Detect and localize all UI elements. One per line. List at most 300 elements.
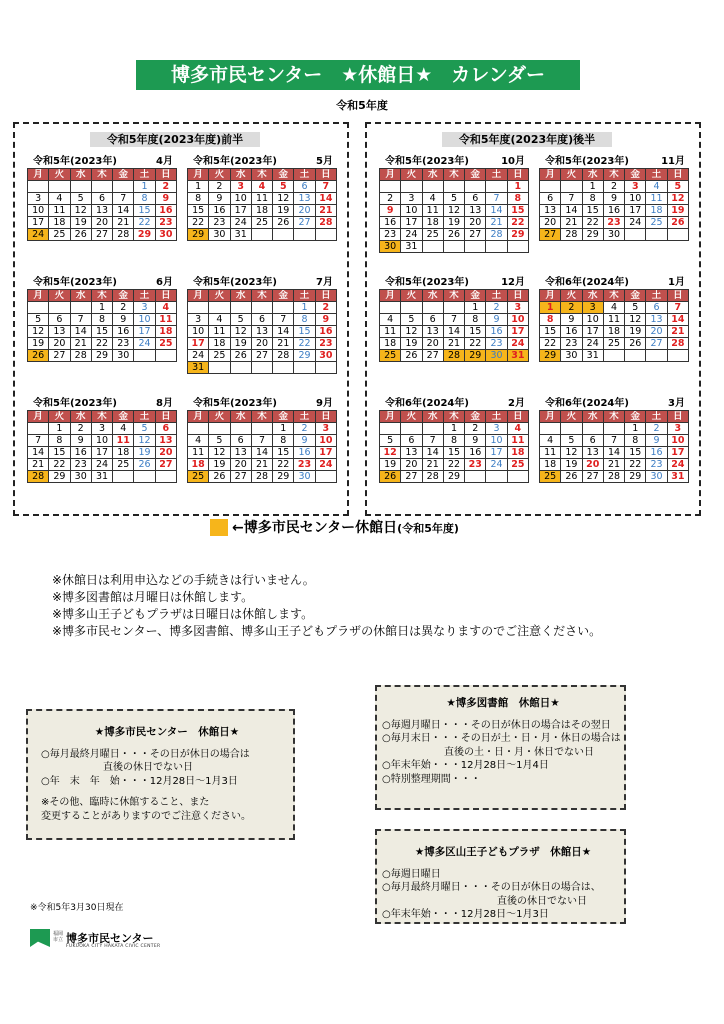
day-cell: 1: [443, 423, 464, 435]
week-row: [28, 471, 177, 483]
day-cell: 15: [273, 447, 294, 459]
day-cell: 1: [134, 181, 155, 193]
week-row: [380, 338, 529, 350]
week-row: [188, 217, 337, 229]
day-cell: [315, 229, 336, 241]
day-cell: 28: [28, 471, 49, 483]
day-cell: 4: [603, 302, 624, 314]
day-cell: 30: [646, 471, 667, 483]
week-row: [188, 193, 337, 205]
week-row: [188, 423, 337, 435]
month-era: 令和5年(2023年): [33, 156, 117, 167]
day-cell: 2: [380, 193, 401, 205]
day-cell: [646, 229, 667, 241]
day-cell: 10: [582, 314, 603, 326]
month-table: [27, 410, 177, 483]
day-cell: 19: [209, 459, 230, 471]
weekday-header: 金: [625, 411, 646, 423]
day-cell: 20: [422, 338, 443, 350]
weekday-header: 金: [465, 290, 486, 302]
day-cell: [603, 423, 624, 435]
day-cell: [49, 181, 70, 193]
day-cell: 15: [91, 326, 112, 338]
day-cell: 15: [540, 326, 561, 338]
second-half-title: 令和5年度(2023年度)後半: [442, 132, 612, 147]
day-cell: [251, 302, 272, 314]
day-cell: [667, 350, 688, 362]
day-cell: 16: [315, 326, 336, 338]
day-cell: 22: [294, 338, 315, 350]
day-cell: 12: [209, 447, 230, 459]
day-cell: 11: [540, 447, 561, 459]
day-cell: 26: [561, 471, 582, 483]
center-box-line: ○毎月最終月曜日・・・その日が休日の場合は: [41, 748, 250, 760]
day-cell: 11: [49, 205, 70, 217]
library-closed-box: [375, 685, 626, 810]
day-cell: 11: [380, 326, 401, 338]
day-cell: [625, 229, 646, 241]
month-label: 11月: [661, 156, 685, 167]
day-cell: 31: [667, 471, 688, 483]
week-row: [188, 350, 337, 362]
day-cell: 16: [113, 326, 134, 338]
day-cell: [625, 350, 646, 362]
weekday-header: 木: [91, 411, 112, 423]
day-cell: 10: [28, 205, 49, 217]
day-cell: 17: [667, 447, 688, 459]
day-cell: 8: [625, 435, 646, 447]
day-cell: 2: [646, 423, 667, 435]
day-cell: [486, 181, 507, 193]
weekday-header: 日: [667, 169, 688, 181]
day-cell: 22: [540, 338, 561, 350]
day-cell: 18: [209, 338, 230, 350]
day-cell: 7: [273, 314, 294, 326]
day-cell: 12: [28, 326, 49, 338]
day-cell: 16: [486, 326, 507, 338]
day-cell: 4: [380, 314, 401, 326]
day-cell: 25: [188, 471, 209, 483]
day-cell: 3: [582, 302, 603, 314]
library-box-line: 直後の土・日・月・休日でない日: [444, 746, 594, 758]
day-cell: 19: [230, 338, 251, 350]
day-cell: 9: [380, 205, 401, 217]
legend: [210, 519, 459, 538]
weekday-header: 木: [603, 169, 624, 181]
day-cell: [667, 229, 688, 241]
day-cell: [209, 362, 230, 374]
day-cell: 28: [443, 350, 464, 362]
day-cell: 9: [113, 314, 134, 326]
weekday-header: 金: [273, 411, 294, 423]
week-row: [28, 302, 177, 314]
month-era: 令和5年(2023年): [193, 277, 277, 288]
day-cell: 4: [49, 193, 70, 205]
week-row: [540, 423, 689, 435]
month-calendar: [27, 276, 177, 362]
day-cell: 26: [209, 471, 230, 483]
day-cell: [251, 423, 272, 435]
day-cell: 26: [134, 459, 155, 471]
week-row: [380, 435, 529, 447]
weekday-header: 水: [230, 411, 251, 423]
month-label: 6月: [156, 277, 173, 288]
day-cell: 28: [70, 350, 91, 362]
day-cell: [507, 471, 528, 483]
day-cell: 21: [603, 459, 624, 471]
day-cell: 14: [443, 326, 464, 338]
day-cell: 14: [251, 447, 272, 459]
day-cell: 25: [155, 338, 176, 350]
day-cell: 16: [155, 205, 176, 217]
weekday-header: 水: [422, 411, 443, 423]
day-cell: [401, 423, 422, 435]
day-cell: 12: [625, 314, 646, 326]
day-cell: 6: [582, 435, 603, 447]
day-cell: 31: [91, 471, 112, 483]
day-cell: [91, 181, 112, 193]
month-label: 4月: [156, 156, 173, 167]
month-title: [379, 155, 529, 168]
logo-english: FUKUOKA CITY HAKATA CIVIC CENTER: [66, 944, 161, 949]
day-cell: 7: [486, 193, 507, 205]
day-cell: 1: [507, 181, 528, 193]
weekday-header: 木: [251, 411, 272, 423]
week-row: [380, 471, 529, 483]
day-cell: 3: [315, 423, 336, 435]
day-cell: [28, 423, 49, 435]
day-cell: 26: [380, 471, 401, 483]
day-cell: 7: [667, 302, 688, 314]
weekday-header: 水: [70, 169, 91, 181]
day-cell: 20: [155, 447, 176, 459]
day-cell: 22: [582, 217, 603, 229]
day-cell: 21: [443, 338, 464, 350]
day-cell: 7: [315, 181, 336, 193]
day-cell: [422, 181, 443, 193]
weekday-header: 日: [155, 169, 176, 181]
week-row: [188, 229, 337, 241]
week-row: [28, 217, 177, 229]
day-cell: 2: [465, 423, 486, 435]
day-cell: 7: [422, 435, 443, 447]
day-cell: 27: [230, 471, 251, 483]
day-cell: 23: [486, 338, 507, 350]
center-box-line: 変更することがありますのでご注意ください。: [41, 810, 251, 822]
day-cell: 18: [251, 205, 272, 217]
day-cell: 30: [561, 350, 582, 362]
day-cell: 5: [28, 314, 49, 326]
library-box-line: ○年末年始・・・12月28日～1月4日: [382, 760, 549, 771]
day-cell: 11: [603, 314, 624, 326]
month-era: 令和5年(2023年): [33, 277, 117, 288]
month-table: [27, 168, 177, 241]
weekday-header: 金: [273, 290, 294, 302]
day-cell: 17: [91, 447, 112, 459]
day-cell: 3: [667, 423, 688, 435]
day-cell: 22: [91, 338, 112, 350]
month-table: [187, 410, 337, 483]
week-row: [380, 326, 529, 338]
weekday-header: 木: [443, 169, 464, 181]
day-cell: [401, 181, 422, 193]
week-row: [540, 181, 689, 193]
weekday-header: 土: [294, 411, 315, 423]
day-cell: 1: [294, 302, 315, 314]
day-cell: 13: [91, 205, 112, 217]
day-cell: [561, 423, 582, 435]
month-calendar: [379, 397, 529, 483]
day-cell: 30: [209, 229, 230, 241]
weekday-header: 火: [49, 169, 70, 181]
day-cell: 29: [443, 471, 464, 483]
week-row: [188, 459, 337, 471]
plaza-box-line: 直後の休日でない日: [497, 895, 587, 907]
day-cell: [273, 229, 294, 241]
logo-mark-icon: [30, 929, 50, 947]
day-cell: 21: [486, 217, 507, 229]
day-cell: [582, 423, 603, 435]
day-cell: 21: [422, 459, 443, 471]
day-cell: 12: [667, 193, 688, 205]
month-label: 12月: [501, 277, 525, 288]
day-cell: 10: [188, 326, 209, 338]
month-calendar: [187, 397, 337, 483]
day-cell: 21: [667, 326, 688, 338]
day-cell: 1: [49, 423, 70, 435]
day-cell: 6: [294, 181, 315, 193]
day-cell: 27: [49, 350, 70, 362]
week-row: [540, 447, 689, 459]
day-cell: 11: [422, 205, 443, 217]
month-title: [539, 397, 689, 410]
day-cell: 1: [582, 181, 603, 193]
day-cell: 28: [561, 229, 582, 241]
day-cell: 30: [315, 350, 336, 362]
day-cell: 17: [625, 205, 646, 217]
day-cell: 23: [380, 229, 401, 241]
day-cell: 26: [625, 338, 646, 350]
weekday-header: 日: [155, 411, 176, 423]
week-row: [28, 229, 177, 241]
day-cell: 1: [188, 181, 209, 193]
month-table: [539, 410, 689, 483]
month-table: [539, 289, 689, 362]
day-cell: 11: [113, 435, 134, 447]
first-half-title: 令和5年度(2023年度)前半: [90, 132, 260, 147]
day-cell: 3: [230, 181, 251, 193]
day-cell: [28, 181, 49, 193]
day-cell: 21: [70, 338, 91, 350]
month-era: 令和5年(2023年): [385, 156, 469, 167]
week-row: [28, 314, 177, 326]
day-cell: 14: [561, 205, 582, 217]
day-cell: 19: [443, 217, 464, 229]
day-cell: 4: [646, 181, 667, 193]
library-box-line: ○特別整理期間・・・: [382, 773, 481, 785]
day-cell: 14: [28, 447, 49, 459]
day-cell: [540, 423, 561, 435]
day-cell: [230, 302, 251, 314]
day-cell: 28: [486, 229, 507, 241]
day-cell: 17: [28, 217, 49, 229]
day-cell: 3: [188, 314, 209, 326]
logo-small-text: 福岡市立: [53, 931, 64, 943]
day-cell: 13: [294, 193, 315, 205]
weekday-header: 日: [667, 411, 688, 423]
month-label: 7月: [316, 277, 333, 288]
week-row: [540, 326, 689, 338]
day-cell: 21: [251, 459, 272, 471]
day-cell: 12: [273, 193, 294, 205]
weekday-header: 土: [134, 169, 155, 181]
weekday-header: 金: [465, 411, 486, 423]
weekday-header: 土: [294, 290, 315, 302]
week-row: [540, 338, 689, 350]
month-label: 9月: [316, 398, 333, 409]
day-cell: [561, 181, 582, 193]
day-cell: 4: [188, 435, 209, 447]
day-cell: 5: [70, 193, 91, 205]
weekday-header: 日: [315, 290, 336, 302]
day-cell: [134, 471, 155, 483]
day-cell: 23: [603, 217, 624, 229]
weekday-header: 日: [667, 290, 688, 302]
day-cell: 9: [294, 435, 315, 447]
weekday-header: 日: [315, 169, 336, 181]
day-cell: 11: [646, 193, 667, 205]
day-cell: 17: [315, 447, 336, 459]
day-cell: 5: [443, 193, 464, 205]
month-title: [187, 276, 337, 289]
day-cell: 29: [273, 471, 294, 483]
weekday-header: 月: [28, 290, 49, 302]
weekday-header: 月: [188, 411, 209, 423]
day-cell: 3: [625, 181, 646, 193]
day-cell: 23: [209, 217, 230, 229]
day-cell: 9: [486, 314, 507, 326]
weekday-header: 月: [540, 411, 561, 423]
weekday-header: 土: [646, 169, 667, 181]
month-table: [379, 168, 529, 253]
day-cell: [113, 181, 134, 193]
week-row: [540, 229, 689, 241]
day-cell: 6: [422, 314, 443, 326]
library-box-title: ★博多図書館 休館日★: [446, 697, 560, 709]
day-cell: 24: [315, 459, 336, 471]
month-title: [187, 155, 337, 168]
week-row: [28, 447, 177, 459]
week-row: [28, 423, 177, 435]
day-cell: 4: [507, 423, 528, 435]
day-cell: 10: [91, 435, 112, 447]
month-label: 8月: [156, 398, 173, 409]
weekday-header: 木: [603, 411, 624, 423]
day-cell: 4: [113, 423, 134, 435]
month-era: 令和5年(2023年): [33, 398, 117, 409]
day-cell: 12: [401, 326, 422, 338]
day-cell: [70, 302, 91, 314]
day-cell: 28: [603, 471, 624, 483]
day-cell: 1: [625, 423, 646, 435]
day-cell: 15: [188, 205, 209, 217]
weekday-header: 火: [401, 169, 422, 181]
day-cell: 1: [91, 302, 112, 314]
weekday-header: 水: [230, 169, 251, 181]
day-cell: 7: [70, 314, 91, 326]
day-cell: [443, 302, 464, 314]
day-cell: 12: [380, 447, 401, 459]
week-row: [380, 241, 529, 253]
day-cell: [294, 362, 315, 374]
week-row: [380, 447, 529, 459]
day-cell: 18: [188, 459, 209, 471]
day-cell: 20: [465, 217, 486, 229]
day-cell: 7: [443, 314, 464, 326]
plaza-box-title: ★博多区山王子どもプラザ 休館日★: [414, 846, 592, 858]
day-cell: 3: [486, 423, 507, 435]
day-cell: 10: [315, 435, 336, 447]
day-cell: 30: [294, 471, 315, 483]
note-line: ※博多山王子どもプラザは日曜日は休館します。: [52, 607, 314, 621]
weekday-header: 日: [507, 169, 528, 181]
day-cell: 18: [540, 459, 561, 471]
month-title: [187, 397, 337, 410]
week-row: [188, 435, 337, 447]
weekday-header: 月: [380, 411, 401, 423]
day-cell: 29: [294, 350, 315, 362]
day-cell: 5: [273, 181, 294, 193]
day-cell: 7: [603, 435, 624, 447]
weekday-header: 火: [209, 411, 230, 423]
day-cell: 6: [49, 314, 70, 326]
day-cell: 18: [380, 338, 401, 350]
month-era: 令和6年(2024年): [545, 277, 629, 288]
as-of-date: ※令和5年3月30日現在: [30, 903, 124, 913]
month-title: [27, 397, 177, 410]
day-cell: [251, 229, 272, 241]
day-cell: 27: [155, 459, 176, 471]
month-era: 令和6年(2024年): [385, 398, 469, 409]
center-box-line: 直後の休日でない日: [103, 762, 193, 773]
day-cell: 11: [251, 193, 272, 205]
weekday-header: 金: [113, 169, 134, 181]
day-cell: 21: [113, 217, 134, 229]
weekday-header: 日: [507, 290, 528, 302]
day-cell: 14: [667, 314, 688, 326]
week-row: [28, 435, 177, 447]
day-cell: 18: [603, 326, 624, 338]
week-row: [380, 350, 529, 362]
day-cell: 18: [507, 447, 528, 459]
week-row: [540, 459, 689, 471]
day-cell: 10: [625, 193, 646, 205]
day-cell: 12: [561, 447, 582, 459]
day-cell: 24: [91, 459, 112, 471]
day-cell: 6: [230, 435, 251, 447]
day-cell: [380, 423, 401, 435]
day-cell: 26: [230, 350, 251, 362]
weekday-header: 土: [486, 411, 507, 423]
day-cell: 9: [465, 435, 486, 447]
day-cell: 25: [209, 350, 230, 362]
weekday-header: 土: [646, 411, 667, 423]
day-cell: 12: [70, 205, 91, 217]
day-cell: 30: [603, 229, 624, 241]
day-cell: [134, 350, 155, 362]
day-cell: 13: [465, 205, 486, 217]
day-cell: 8: [443, 435, 464, 447]
